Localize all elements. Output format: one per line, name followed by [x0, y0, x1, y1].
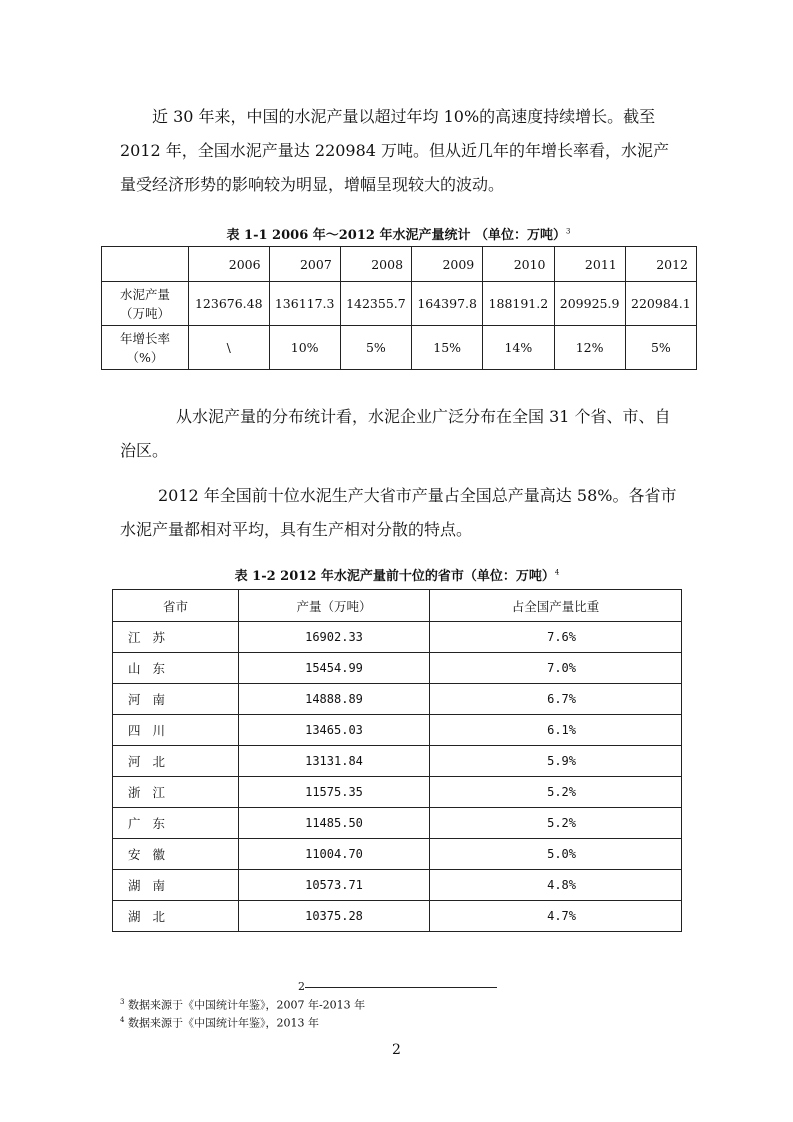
- amount-cell: 11575.35: [239, 777, 430, 808]
- output-cell: 164397.8: [412, 282, 483, 326]
- table1-caption: 表 1-1 2006 年～2012 年水泥产量统计 （单位：万吨）$^3$: [226, 227, 571, 243]
- table-row: [113, 777, 682, 808]
- growth-cell: 10%: [269, 326, 340, 370]
- share-cell: 5.2%: [430, 777, 682, 808]
- growth-cell: 14%: [483, 326, 554, 370]
- column-header: 省市: [113, 590, 239, 622]
- province-cell: 广东: [113, 808, 239, 839]
- table-row: [113, 746, 682, 777]
- table-row: [113, 870, 682, 901]
- growth-cell: 12%: [554, 326, 625, 370]
- column-header: 占全国产量比重: [430, 590, 682, 622]
- amount-cell: 13465.03: [239, 715, 430, 746]
- province-cell: 河南: [113, 684, 239, 715]
- amount-cell: 14888.89: [239, 684, 430, 715]
- year-cell: 2012: [625, 247, 696, 282]
- table-row: [113, 653, 682, 684]
- share-cell: 7.0%: [430, 653, 682, 684]
- table-header-row: [113, 590, 682, 622]
- growth-cell: 5%: [625, 326, 696, 370]
- distribution-paragraph: 从水泥产量的分布统计看，水泥企业广泛分布在全国 31 个省、市、自治区。: [120, 407, 671, 460]
- amount-cell: 13131.84: [239, 746, 430, 777]
- row-label: 水泥产量 （万吨）: [102, 282, 189, 326]
- year-cell: 2009: [412, 247, 483, 282]
- intro-paragraph: 近 30 年来，中国的水泥产量以超过年均 10%的高速度持续增长。截至 2012 年，全国水泥产量达 220984 万吨。但从近几年的年增长率看，水泥产量受经济形势的影响较为明显，增幅呈现较大的波动。: [120, 107, 670, 194]
- year-cell: 2007: [269, 247, 340, 282]
- output-cell: 123676.48: [189, 282, 270, 326]
- table2-caption: 表 1-2 2012 年水泥产量前十位的省市（单位：万吨）$^4$: [234, 568, 560, 584]
- footnote-ref: 4: [554, 568, 560, 577]
- growth-cell: \: [189, 326, 270, 370]
- year-cell: 2011: [554, 247, 625, 282]
- share-cell: 4.8%: [430, 870, 682, 901]
- province-cell: 河北: [113, 746, 239, 777]
- top-provinces-table: [112, 589, 682, 932]
- output-cell: 209925.9: [554, 282, 625, 326]
- amount-cell: 11485.50: [239, 808, 430, 839]
- table-row: [102, 326, 697, 370]
- amount-cell: 10573.71: [239, 870, 430, 901]
- province-cell: 浙江: [113, 777, 239, 808]
- corner-cell: [102, 247, 189, 282]
- footnote-ref: 3: [566, 227, 571, 236]
- share-cell: 5.0%: [430, 839, 682, 870]
- row-label: 年增长率 （%）: [102, 326, 189, 370]
- growth-cell: 15%: [412, 326, 483, 370]
- footnote-divider: [305, 987, 497, 988]
- table-row: [102, 247, 697, 282]
- province-cell: 安徽: [113, 839, 239, 870]
- table-row: [113, 622, 682, 653]
- amount-cell: 10375.28: [239, 901, 430, 932]
- share-cell: 7.6%: [430, 622, 682, 653]
- top-ten-paragraph: 2012 年全国前十位水泥生产大省市产量占全国总产量高达 58%。各省市水泥产量都相对平均，具有生产相对分散的特点。: [120, 486, 677, 539]
- share-cell: 6.1%: [430, 715, 682, 746]
- footnote: $^4$ 数据来源于《中国统计年鉴》，2013 年: [120, 1016, 319, 1030]
- table-row: [113, 808, 682, 839]
- province-cell: 山东: [113, 653, 239, 684]
- province-cell: 湖北: [113, 901, 239, 932]
- output-cell: 188191.2: [483, 282, 554, 326]
- share-cell: 5.2%: [430, 808, 682, 839]
- cement-output-table: [101, 246, 697, 370]
- table-row: [102, 282, 697, 326]
- page-number: 2: [392, 1042, 401, 1058]
- year-cell: 2010: [483, 247, 554, 282]
- province-cell: 湖南: [113, 870, 239, 901]
- output-cell: 220984.1: [625, 282, 696, 326]
- output-cell: 142355.7: [340, 282, 411, 326]
- share-cell: 6.7%: [430, 684, 682, 715]
- province-cell: 四川: [113, 715, 239, 746]
- footnote-marker: 2: [298, 980, 305, 993]
- amount-cell: 16902.33: [239, 622, 430, 653]
- table-row: [113, 715, 682, 746]
- footnote: $^3$ 数据来源于《中国统计年鉴》，2007 年-2013 年: [120, 998, 366, 1012]
- year-cell: 2008: [340, 247, 411, 282]
- table-row: [113, 684, 682, 715]
- column-header: 产量（万吨）: [239, 590, 430, 622]
- amount-cell: 15454.99: [239, 653, 430, 684]
- share-cell: 4.7%: [430, 901, 682, 932]
- growth-cell: 5%: [340, 326, 411, 370]
- output-cell: 136117.3: [269, 282, 340, 326]
- province-cell: 江苏: [113, 622, 239, 653]
- share-cell: 5.9%: [430, 746, 682, 777]
- table-row: [113, 901, 682, 932]
- year-cell: 2006: [189, 247, 270, 282]
- table-row: [113, 839, 682, 870]
- amount-cell: 11004.70: [239, 839, 430, 870]
